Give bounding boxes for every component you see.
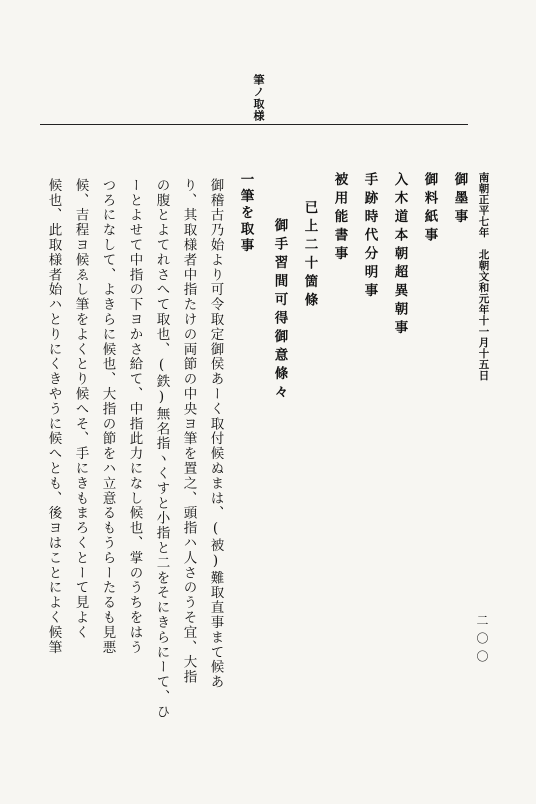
body-line: り、其取様者中指たけの両節の中央ヨ筆を置之、頭指ハ人さのうそ宜、大指 [180, 178, 197, 685]
item-line: 被用能書事 [331, 172, 348, 265]
body-line: つろになして、よきらに候也、大指の節をハ立意るもうらーたるも見悪 [99, 178, 116, 655]
date-line: 南朝正平七年 北朝文和元年十一月十五日 [477, 172, 490, 381]
page-number: 二〇〇 [475, 614, 489, 668]
item-line: 御料紙事 [421, 172, 438, 246]
body-line: 候也、此取様者始ハとりにくきやうに候へとも、後ヨはことによく候筆 [45, 178, 62, 655]
body-line: ーとよせて中指の下ヨかさ給て、中指此力になし候也、掌のうちをはう [126, 178, 143, 655]
body-line: の腹とよてれさへて取也、(鉄)無名指ヽくすと小指と二をそにきらにーて、ひ [153, 178, 170, 720]
item-line: 手跡時代分明事 [361, 172, 378, 302]
page-header-title: 筆ノ取様 [252, 74, 265, 122]
item-line: 御手習間可得御意條々 [271, 218, 288, 403]
body-line: 候、吉程ヨ候ゑし筆をよくとり候へそ、手にきもまろくとーて見よく [72, 178, 89, 640]
body-line: 御稽古乃始より可令取定御侯あーく取付候ぬまは、(被)難取直事まて候あ [207, 178, 224, 690]
item-line: 入木道本朝超異朝事 [391, 172, 408, 339]
section-heading: 一筆を取事 [237, 172, 254, 255]
header-rule [40, 124, 468, 125]
item-line: 已上二十箇條 [301, 200, 318, 311]
item-line: 御墨事 [451, 172, 468, 228]
